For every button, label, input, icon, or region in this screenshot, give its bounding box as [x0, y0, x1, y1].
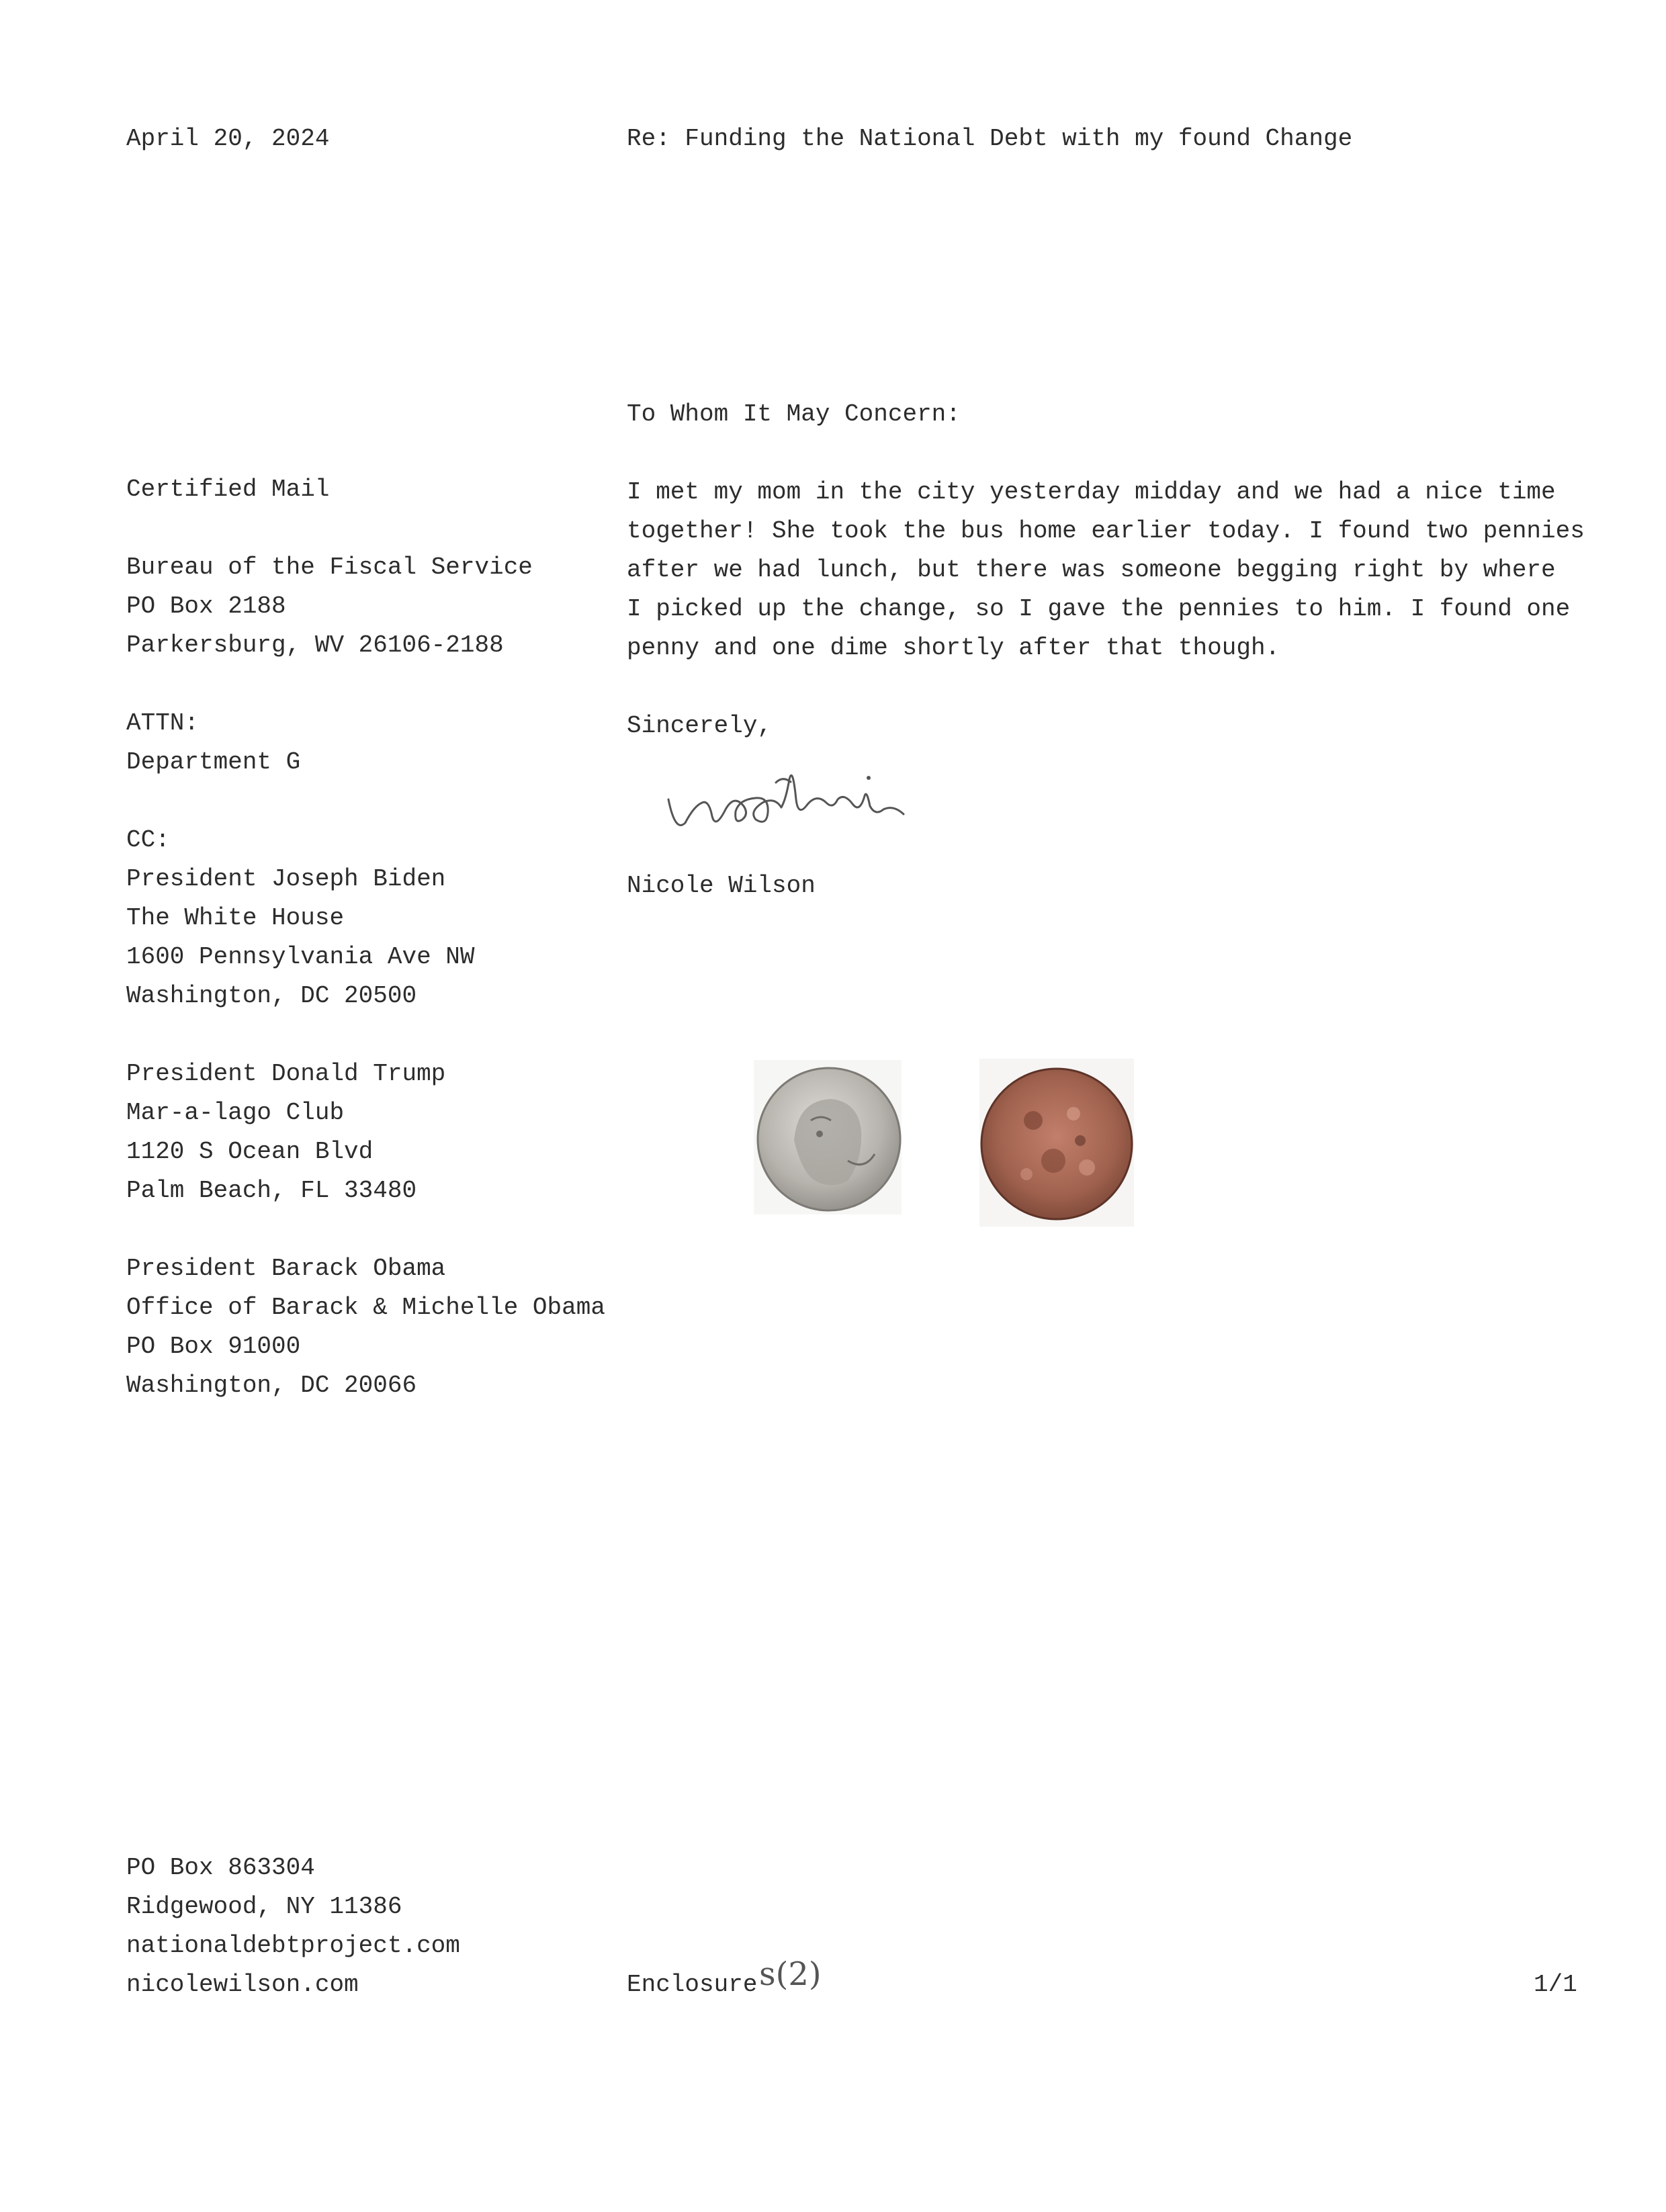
cc-line: 1120 S Ocean Blvd: [126, 1138, 374, 1165]
cc-line: PO Box 91000: [126, 1333, 301, 1360]
letter-body: [627, 395, 1585, 746]
enclosure-handwritten: s(2): [759, 1955, 822, 1993]
paragraph-line: together! She took the bus home earlier today. I found two pennies: [627, 517, 1585, 545]
cc-line: Palm Beach, FL 33480: [126, 1177, 417, 1204]
letter-subject: Re: Funding the National Debt with my found Change: [627, 125, 1353, 152]
recipient-line: Bureau of the Fiscal Service: [126, 554, 533, 581]
cc-line: Washington, DC 20066: [126, 1372, 417, 1399]
attn-value: Department G: [126, 748, 301, 776]
cc-line: 1600 Pennsylvania Ave NW: [126, 943, 475, 971]
enclosure-label: Enclosure: [627, 1971, 758, 1998]
contact-link[interactable]: nationaldebtproject.com: [126, 1932, 460, 1959]
cc-label: CC:: [126, 826, 170, 854]
page-number: 1/1: [1534, 1971, 1577, 1998]
letter-date: April 20, 2024: [126, 125, 330, 152]
contact-link[interactable]: nicolewilson.com: [126, 1971, 359, 1998]
attn-label: ATTN:: [126, 709, 200, 737]
contact-line: Ridgewood, NY 11386: [126, 1893, 402, 1920]
penny-coin-icon: [973, 1053, 1141, 1235]
paragraph-line: penny and one dime shortly after that though.: [627, 634, 1280, 662]
cc-line: Office of Barack & Michelle Obama: [126, 1294, 605, 1321]
salutation: To Whom It May Concern:: [627, 400, 961, 428]
closing: Sincerely,: [627, 712, 773, 740]
dime-coin-icon: [747, 1053, 908, 1221]
sender-contact: [126, 1849, 460, 2004]
cc-line: President Donald Trump: [126, 1060, 446, 1088]
paragraph-line: I picked up the change, so I gave the pennies to him. I found one: [627, 595, 1571, 623]
signature-icon: [662, 752, 984, 853]
cc-line: The White House: [126, 904, 345, 932]
mailing-method: Certified Mail: [126, 476, 330, 503]
recipient-line: PO Box 2188: [126, 592, 286, 620]
cc-line: Mar-a-lago Club: [126, 1099, 345, 1126]
address-column: [126, 470, 605, 1405]
cc-line: Washington, DC 20500: [126, 982, 417, 1010]
signer-name: Nicole Wilson: [627, 872, 816, 899]
paragraph-line: after we had lunch, but there was someone begging right by where: [627, 556, 1556, 584]
paragraph-line: I met my mom in the city yesterday midday and we had a nice time: [627, 478, 1556, 506]
recipient-line: Parkersburg, WV 26106-2188: [126, 631, 504, 659]
cc-line: President Barack Obama: [126, 1255, 446, 1282]
contact-line: PO Box 863304: [126, 1854, 315, 1882]
cc-line: President Joseph Biden: [126, 865, 446, 893]
